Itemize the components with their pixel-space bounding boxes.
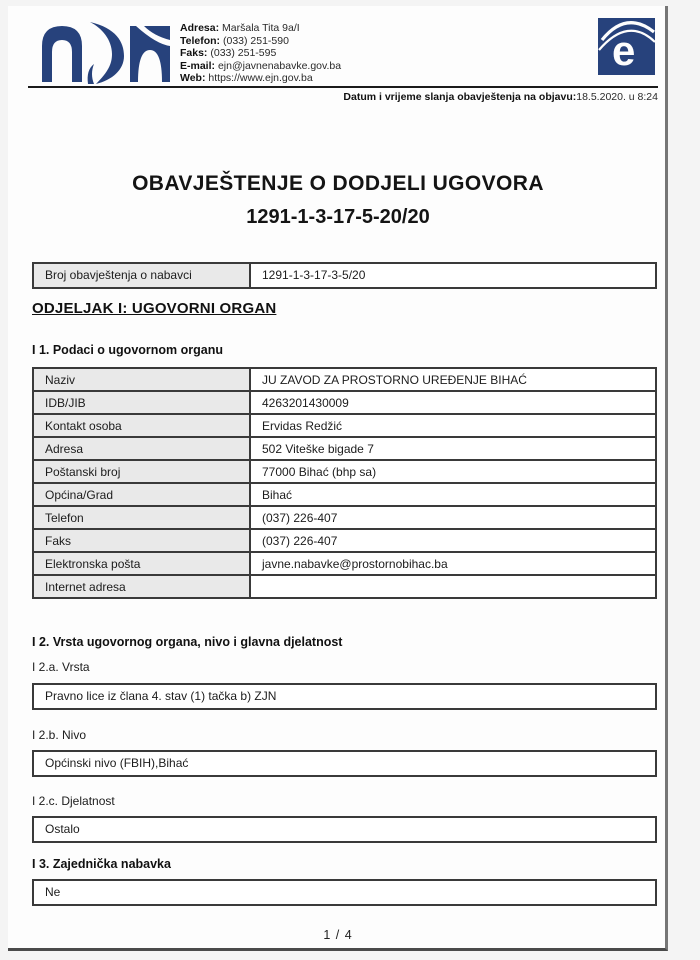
table-row: [33, 460, 656, 483]
subsection-1-2-heading: I 2. Vrsta ugovornog organa, nivo i glavna djelatnost: [32, 635, 343, 649]
contact-line-web: [180, 72, 341, 85]
faks-value: (033) 251-595: [210, 47, 277, 60]
field-label: Adresa: [33, 437, 250, 460]
table-row: [33, 368, 656, 391]
publish-dateline: [158, 91, 658, 103]
field-value: Bihać: [250, 483, 656, 506]
telefon-label: Telefon:: [180, 34, 221, 47]
email-label: E-mail:: [180, 59, 216, 72]
contact-block: [180, 22, 341, 85]
field-label: Općina/Grad: [33, 483, 250, 506]
field-value: (037) 226-407: [250, 529, 656, 552]
table-row: [33, 414, 656, 437]
subsection-1-1-heading: I 1. Podaci o ugovornom organu: [32, 343, 223, 357]
subsection-1-3-heading: I 3. Zajednička nabavka: [32, 857, 171, 871]
contact-line-adresa: [180, 22, 341, 35]
notice-number-value: 1291-1-3-17-3-5/20: [262, 268, 366, 282]
email-value: ejn@javnenabavke.gov.ba: [217, 59, 342, 72]
field-label: Poštanski broj: [33, 460, 250, 483]
org-info-table: [32, 367, 657, 599]
document-page: [8, 6, 668, 951]
djelatnost-value-box: Ostalo: [32, 816, 657, 843]
section-1-heading: ODJELJAK I: UGOVORNI ORGAN: [32, 300, 277, 317]
e-procurement-logo-icon: [598, 18, 655, 75]
table-row: [33, 391, 656, 414]
field-value: JU ZAVOD ZA PROSTORNO UREĐENJE BIHAĆ: [250, 368, 656, 391]
doc-title: OBAVJEŠTENJE O DODJELI UGOVORA: [132, 172, 544, 195]
table-row: [33, 437, 656, 460]
notice-number-label: Broj obavještenja o nabavci: [34, 264, 251, 287]
field-value: 502 Viteške bigade 7: [250, 437, 656, 460]
field-label: Faks: [33, 529, 250, 552]
ejn-agency-logo-icon: [40, 20, 172, 86]
field-value: 4263201430009: [250, 391, 656, 414]
table-row: [33, 529, 656, 552]
zajednicka-nabavka-value-box: Ne: [32, 879, 657, 906]
telefon-value: (033) 251-590: [222, 34, 289, 47]
field-label: Naziv: [33, 368, 250, 391]
field-value: [250, 575, 656, 598]
web-label: Web:: [180, 72, 206, 85]
nivo-value-box: Općinski nivo (FBIH),Bihać: [32, 750, 657, 777]
adresa-value: Maršala Tita 9a/I: [222, 22, 300, 34]
field-label: Internet adresa: [33, 575, 250, 598]
field-label: Kontakt osoba: [33, 414, 250, 437]
contact-line-email: [180, 60, 341, 73]
field-value: javne.nabavke@prostornobihac.ba: [250, 552, 656, 575]
contact-line-telefon: [180, 35, 341, 48]
header-divider: [28, 86, 658, 88]
notice-number-row: [32, 262, 657, 289]
contact-line-faks: [180, 47, 341, 60]
svg-text:e: e: [612, 27, 636, 74]
field-label: Telefon: [33, 506, 250, 529]
adresa-label: Adresa:: [180, 22, 220, 34]
table-row: [33, 483, 656, 506]
publish-date-label: Datum i vrijeme slanja obavještenja na objavu:: [343, 91, 577, 103]
table-row: [33, 552, 656, 575]
table-row: [33, 506, 656, 529]
publish-date-value: 18.5.2020. u 8:24: [576, 91, 658, 103]
subsection-1-2a-label: I 2.a. Vrsta: [32, 660, 90, 674]
field-value: Ervidas Redžić: [250, 414, 656, 437]
vrsta-value-box: Pravno lice iz člana 4. stav (1) tačka b) ZJN: [32, 683, 657, 710]
page-indicator: 1 / 4: [323, 928, 353, 942]
subsection-1-2b-label: I 2.b. Nivo: [32, 728, 87, 742]
field-label: Elektronska pošta: [33, 552, 250, 575]
field-value: (037) 226-407: [250, 506, 656, 529]
field-value: 77000 Bihać (bhp sa): [250, 460, 656, 483]
faks-label: Faks:: [180, 47, 208, 60]
web-value: https://www.ejn.gov.ba: [208, 72, 313, 85]
field-label: IDB/JIB: [33, 391, 250, 414]
table-row: [33, 575, 656, 598]
doc-number: 1291-1-3-17-5-20/20: [246, 206, 430, 228]
subsection-1-2c-label: I 2.c. Djelatnost: [32, 794, 115, 808]
